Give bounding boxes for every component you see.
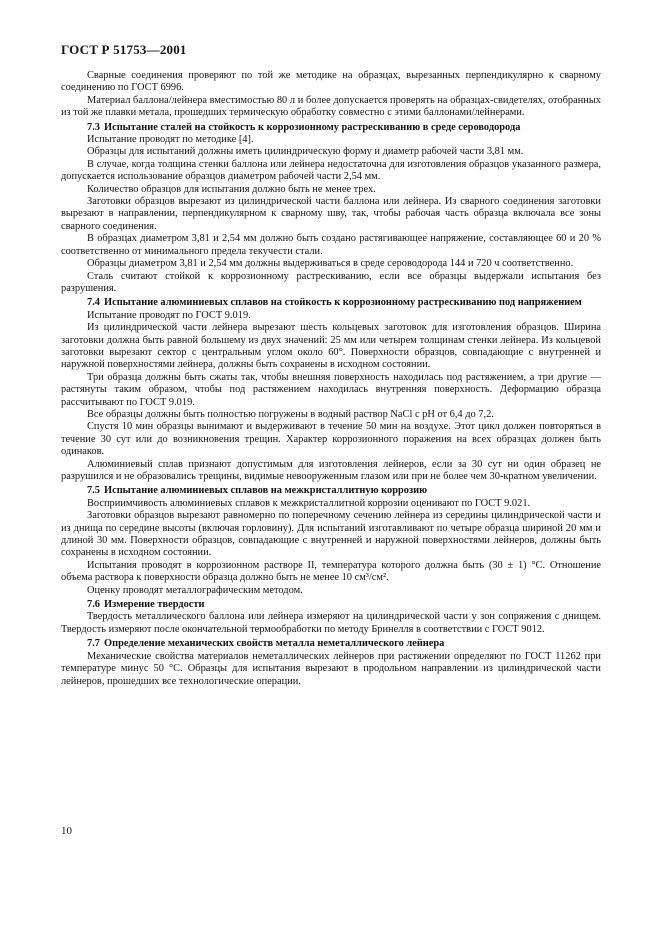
section-title: Определение механических свойств металла неметаллического лейнера — [104, 638, 445, 650]
section-heading — [61, 599, 601, 611]
paragraph: Образцы диаметром 3,81 и 2,54 мм должны выдерживаться в среде сероводорода 144 и 720 ч соответственно. — [87, 258, 574, 270]
paragraph: Все образцы должны быть полностью погружены в водный раствор NaCl с pH от 6,4 до 7,2. — [87, 408, 494, 420]
paragraph: Из цилиндрической части лейнера вырезают шесть кольцевых заготовок для изготовления образцов. Ширина заготовки должна быть равной большему из двух значений: 25 мм или четырем толщинам стенки лейнера. Из кольцевой заготовки вырезают сектор с центральным углом около 60°. Поверхности образцов, совпадающие с внутренней и наружной поверхностями лейнера, должны быть сохранены в исходном состоянии. — [61, 322, 601, 371]
paragraph: Оценку проводят металлографическим методом. — [87, 584, 303, 596]
page-number: 10 — [61, 825, 72, 837]
paragraph: Испытания проводят в коррозионном растворе II, температура которого должна быть (30 ± 1) °С. Отношение объема раствора к поверхности образца должно быть не менее 10 см³/см². — [61, 559, 601, 584]
paragraph: Материал баллона/лейнера вместимостью 80 л и более допускается проверять на образцах-свидетелях, отобранных из той же плавки метала, прошедших термическую обработку совместно с этими баллонами/лейнерами. — [61, 94, 601, 119]
paragraph: Испытание проводят по ГОСТ 9.019. — [87, 309, 251, 321]
paragraph: Спустя 10 мин образцы вынимают и выдерживают в течение 50 мин на воздухе. Этот цикл должен повторяться в течение 30 сут или до возникновения трещин. Характер коррозионного поражения на всех образцах должен быть одинаков. — [61, 421, 601, 458]
section-number: 7.6 — [87, 599, 100, 611]
paragraph: Образцы для испытаний должны иметь цилиндрическую форму и диаметр рабочей части 3,81 мм. — [87, 146, 524, 158]
section-title: Испытание алюминиевых сплавов на межкристаллитную коррозию — [104, 485, 428, 497]
section-title: Испытание сталей на стойкость к коррозионному растрескиванию в среде сероводорода — [104, 121, 521, 133]
document-body — [61, 70, 601, 688]
paragraph: Механические свойства материалов неметаллических лейнеров при растяжении определяют по ГОСТ 11262 при температуре минус 50 °С. Образцы для испытания вырезают в продольном направлении из цилиндрической части лейнеров, прошедших все технологические операции. — [61, 650, 601, 687]
document-header: ГОСТ Р 51753—2001 — [61, 42, 187, 57]
section-number: 7.4 — [87, 297, 100, 309]
paragraph: Сталь считают стойкой к коррозионному растрескиванию, если все образцы выдержали испытания без разрушения. — [61, 270, 601, 294]
paragraph: Сварные соединения проверяют по той же методике на образцах, вырезанных перпендикулярно к сварному соединению по ГОСТ 6996. — [61, 70, 601, 94]
paragraph: Восприимчивость алюминиевых сплавов к межкристаллитной коррозии оценивают по ГОСТ 9.021. — [87, 497, 531, 509]
paragraph: В образцах диаметром 3,81 и 2,54 мм должно быть создано растягивающее напряжение, составляющее 60 и 20 % соответственно от минимального предела текучести стали. — [61, 233, 601, 257]
paragraph: Испытание проводят по методике [4]. — [87, 134, 254, 146]
section-heading — [61, 297, 601, 309]
section-title: Измерение твердости — [104, 599, 205, 611]
section-number: 7.7 — [87, 638, 100, 650]
paragraph: Количество образцов для испытания должно быть не менее трех. — [87, 183, 376, 195]
paragraph: Твердость металлического баллона или лейнера измеряют на цилиндрической части у зон сопряжения с днищем. Твердость измеряют после окончательной термообработки по методу Бринелля в соответствии с ГОСТ 9012. — [61, 611, 601, 635]
section-number: 7.3 — [87, 121, 100, 133]
paragraph: Заготовки образцов вырезают равномерно по поперечному сечению лейнера из середины цилиндрической части и из днища по середине высоты (включая горловину). Для испытаний изготавливают по четыре образца шириной 20 мм и длиной 30 мм. Поверхности образцов, совпадающие с внутренней и наружной поверхностями лейнеров, должны быть сохранены в исходном состоянии. — [61, 510, 601, 559]
section-heading — [61, 122, 601, 134]
paragraph: В случае, когда толщина стенки баллона или лейнера недостаточна для изготовления образцов указанного размера, допускается использование образцов диаметром рабочей части 2,54 мм. — [61, 158, 601, 183]
section-heading — [61, 638, 601, 650]
section-title: Испытание алюминиевых сплавов на стойкость к коррозионному растрескиванию под напряжением — [104, 297, 582, 309]
paragraph: Заготовки образцов вырезают из цилиндрической части баллона или лейнера. Из сварного соединения заготовки вырезают в направлении, перпендикулярном к сварному шву, так, чтобы рабочая часть образца включала все зоны сварного соединения. — [61, 196, 601, 232]
paragraph: Три образца должны быть сжаты так, чтобы внешняя поверхность находилась под растяжением, а три другие — растянуты таким образом, чтобы под растяжением находилась внутренняя поверхность. Деформацию образца рассчитывают по ГОСТ 9.019. — [61, 371, 601, 408]
section-heading — [61, 485, 601, 497]
paragraph: Алюминиевый сплав признают допустимым для изготовления лейнеров, если за 30 сут ни один образец не разрушился и не образовались трещины, видимые невооруженным глазом или при не более чем 30-кратном увеличении. — [61, 458, 601, 482]
section-number: 7.5 — [87, 485, 100, 497]
